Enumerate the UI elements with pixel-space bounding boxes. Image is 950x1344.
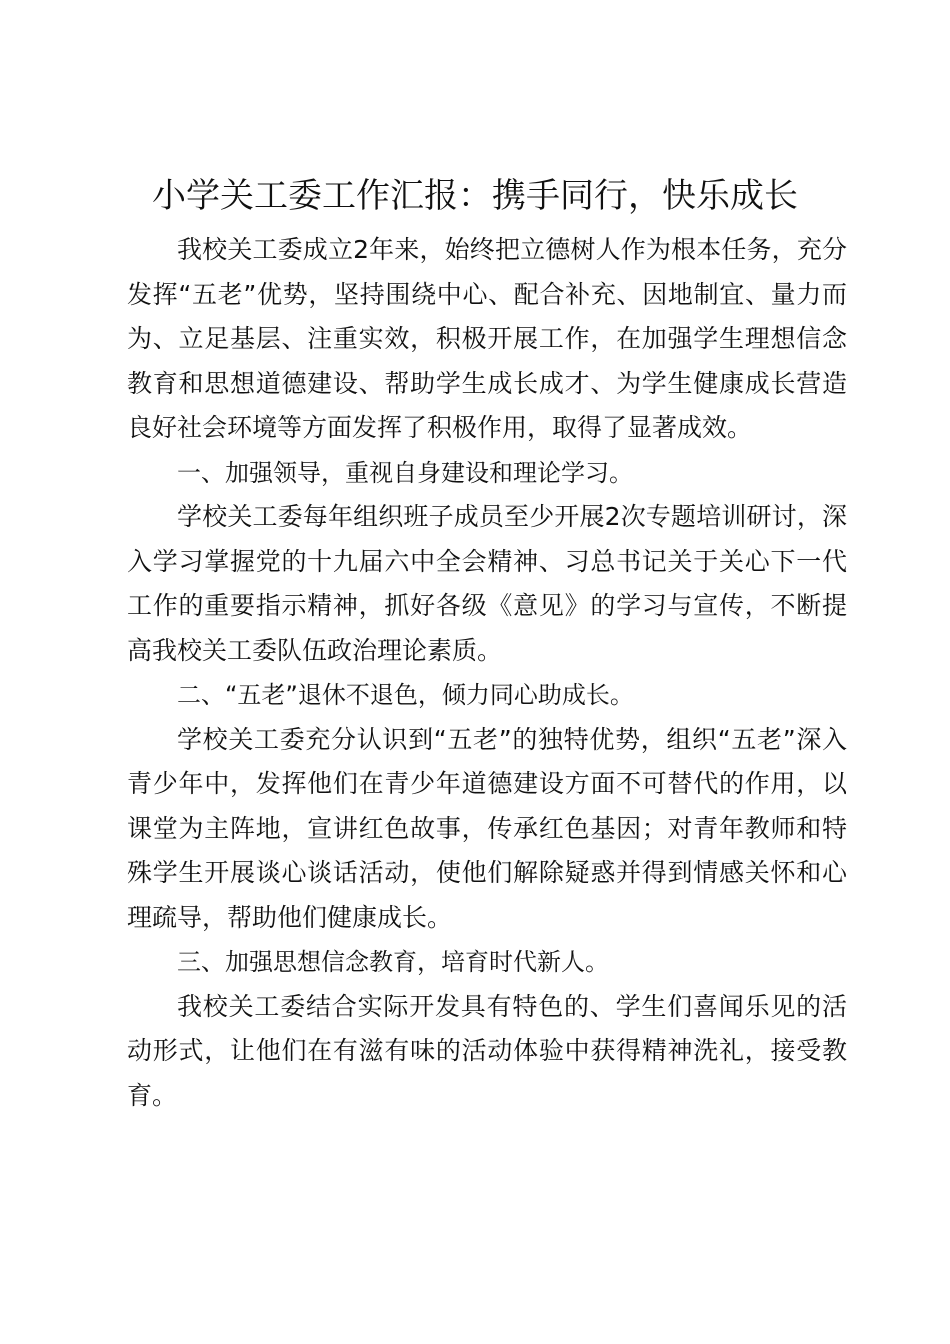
section-heading-1: 一、加强领导，重视自身建设和理论学习。 [177,458,633,487]
paragraph-intro: 我校关工委成立2年来，始终把立德树人作为根本任务，充分发挥“五老”优势，坚持围绕中心、配合补充、因地制宜、量力而为、立足基层、注重实效，积极开展工作，在加强学生理想信念教育和思想道德建设、帮助学生成长成才、为学生健康成长营造良好社会环境等方面发挥了积极作用，取得了显著成效。 [127,235,847,442]
section-heading-3: 三、加强思想信念教育，培育时代新人。 [177,948,609,976]
paragraph-section-2: 学校关工委充分认识到“五老”的独特优势，组织“五老”深入青少年中，发挥他们在青少年道德建设方面不可替代的作用，以课堂为主阵地，宣讲红色故事，传承红色基因；对青年教师和特殊学生开展谈心谈话活动，使他们解除疑惑并得到情感关怀和心理疏导，帮助他们健康成长。 [127,724,847,932]
document-title: 小学关工委工作汇报：携手同行，快乐成长 [152,176,798,216]
document-body [127,228,847,1118]
paragraph-section-3: 我校关工委结合实际开发具有特色的、学生们喜闻乐见的活动形式，让他们在有滋有味的活动体验中获得精神洗礼，接受教育。 [127,991,847,1110]
section-heading-2: 二、“五老”退休不退色，倾力同心助成长。 [177,681,634,709]
paragraph-section-1: 学校关工委每年组织班子成员至少开展2次专题培训研讨，深入学习掌握党的十九届六中全会精神、习总书记关于关心下一代工作的重要指示精神，抓好各级《意见》的学习与宣传，不断提高我校关工委队伍政治理论素质。 [127,502,847,665]
